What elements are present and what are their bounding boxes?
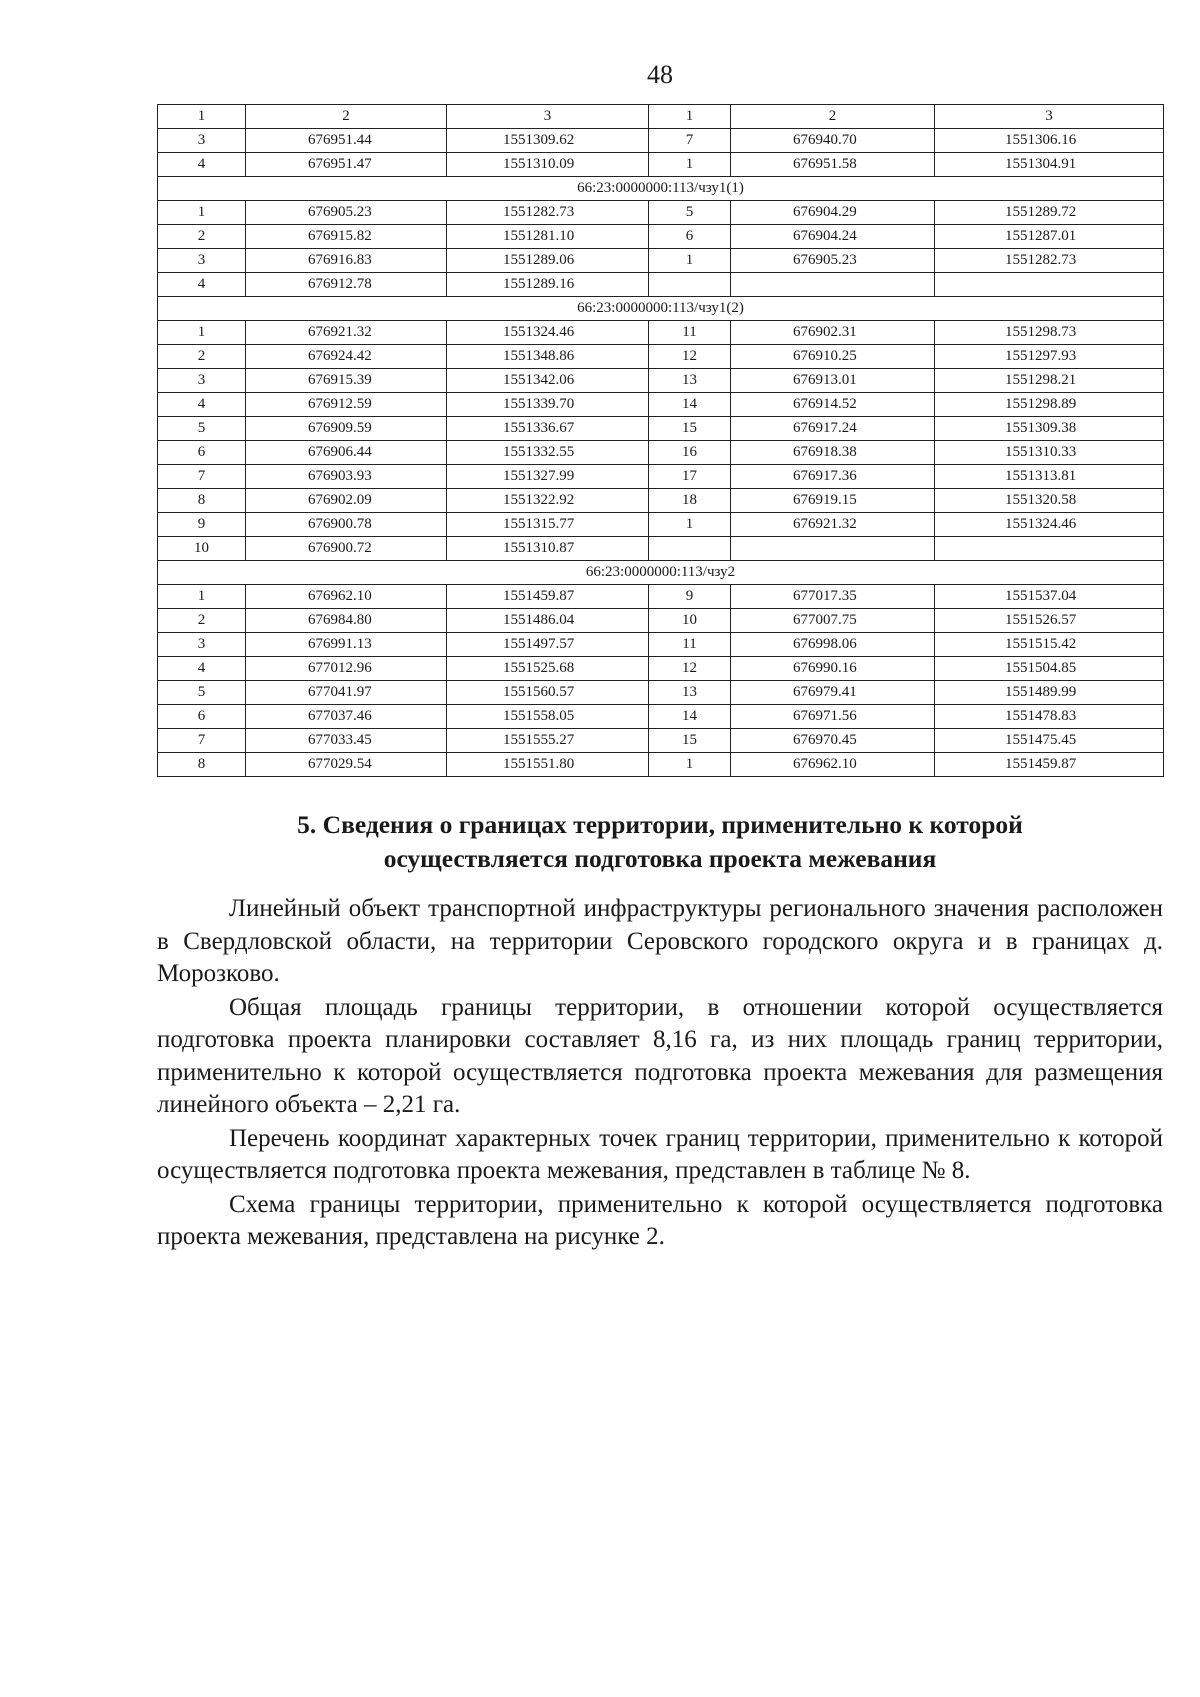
table-cell: 14 — [649, 705, 731, 729]
paragraph: Схема границы территории, применительно к которой осуществляется подготовка проекта межевания, представлена на рисунке 2. — [157, 1190, 1163, 1250]
table-cell: 1551515.42 — [935, 633, 1164, 657]
paragraph: Линейный объект транспортной инфраструктуры регионального значения расположен в Свердловской области, на территории Серовского городского округа и в границах д. Морозково. — [157, 895, 1163, 987]
table-cell: 5 — [649, 201, 731, 225]
table-cell: 1551289.06 — [447, 249, 649, 273]
table-cell: 676915.39 — [246, 369, 447, 393]
table-row — [158, 465, 1164, 489]
table-cell: 1551339.70 — [447, 393, 649, 417]
table-cell: 676971.56 — [731, 705, 935, 729]
table-cell: 677041.97 — [246, 681, 447, 705]
table-cell: 676924.42 — [246, 345, 447, 369]
table-row — [158, 321, 1164, 345]
table-row — [158, 513, 1164, 537]
table-cell: 1551475.45 — [935, 729, 1164, 753]
table-cell: 1551327.99 — [447, 465, 649, 489]
table-cell: 676915.82 — [246, 225, 447, 249]
table-cell: 1551525.68 — [447, 657, 649, 681]
table-group-row — [158, 297, 1164, 321]
table-cell: 9 — [649, 585, 731, 609]
table-cell: 1551281.10 — [447, 225, 649, 249]
table-row — [158, 705, 1164, 729]
table-cell: 1551560.57 — [447, 681, 649, 705]
table-row — [158, 609, 1164, 633]
table-cell: 2 — [158, 225, 246, 249]
table-cell: 1551320.58 — [935, 489, 1164, 513]
table-cell: 13 — [649, 369, 731, 393]
table-cell: 1551504.85 — [935, 657, 1164, 681]
table-cell: 12 — [649, 657, 731, 681]
table-cell: 14 — [649, 393, 731, 417]
table-cell: 676918.38 — [731, 441, 935, 465]
table-cell: 7 — [158, 729, 246, 753]
coordinates-table — [157, 104, 1164, 777]
table-cell: 3 — [158, 129, 246, 153]
table-row — [158, 729, 1164, 753]
paragraph: Перечень координат характерных точек границ территории, применительно к которой осуществляется подготовка проекта межевания, представлен в таблице № 8. — [157, 1124, 1163, 1184]
table-cell: 677029.54 — [246, 753, 447, 777]
table-cell — [649, 273, 731, 297]
table-cell: 1551558.05 — [447, 705, 649, 729]
table-cell: 1551309.62 — [447, 129, 649, 153]
table-cell: 1551315.77 — [447, 513, 649, 537]
table-row — [158, 633, 1164, 657]
table-cell — [731, 537, 935, 561]
table-cell: 1551459.87 — [935, 753, 1164, 777]
table-cell: 3 — [158, 633, 246, 657]
table-cell: 1551486.04 — [447, 609, 649, 633]
table-cell: 1551287.01 — [935, 225, 1164, 249]
table-cell: 2 — [158, 609, 246, 633]
table-cell: 676905.23 — [731, 249, 935, 273]
table-cell: 5 — [158, 417, 246, 441]
table-cell: 1551342.06 — [447, 369, 649, 393]
table-cell: 6 — [649, 225, 731, 249]
table-cell: 10 — [158, 537, 246, 561]
table-cell: 1551332.55 — [447, 441, 649, 465]
table-cell: 1551526.57 — [935, 609, 1164, 633]
table-cell: 676909.59 — [246, 417, 447, 441]
table-cell: 1551459.87 — [447, 585, 649, 609]
table-cell: 676921.32 — [246, 321, 447, 345]
table-cell — [935, 273, 1164, 297]
table-cell: 676921.32 — [731, 513, 935, 537]
group-label: 66:23:0000000:113/чзу1(1) — [158, 177, 1164, 201]
table-cell: 4 — [158, 657, 246, 681]
table-cell: 676970.45 — [731, 729, 935, 753]
table-cell: 12 — [649, 345, 731, 369]
table-cell: 8 — [158, 753, 246, 777]
table-cell: 4 — [158, 393, 246, 417]
table-cell: 1 — [649, 753, 731, 777]
table-cell: 6 — [158, 441, 246, 465]
table-cell: 1551289.16 — [447, 273, 649, 297]
table-row — [158, 417, 1164, 441]
paragraph: Общая площадь границы территории, в отношении которой осуществляется подготовка проекта планировки составляет 8,16 га, из них площадь границ территории, применительно к которой осуществляется подготовка проекта межевания для размещения линейного объекта – 2,21 га. — [157, 993, 1163, 1118]
table-cell: 676940.70 — [731, 129, 935, 153]
section-title-line: 5. Сведения о границах территории, применительно к которой — [297, 810, 1023, 839]
table-cell: 677037.46 — [246, 705, 447, 729]
table-cell: 677033.45 — [246, 729, 447, 753]
table-cell — [649, 537, 731, 561]
table-cell: 1551313.81 — [935, 465, 1164, 489]
table-cell: 676917.24 — [731, 417, 935, 441]
table-cell: 4 — [158, 273, 246, 297]
table-cell: 11 — [649, 321, 731, 345]
table-cell: 1551478.83 — [935, 705, 1164, 729]
table-cell: 676951.47 — [246, 153, 447, 177]
table-row — [158, 537, 1164, 561]
table-cell: 676900.72 — [246, 537, 447, 561]
table-row — [158, 585, 1164, 609]
table-group-row — [158, 561, 1164, 585]
table-cell: 10 — [649, 609, 731, 633]
table-cell: 5 — [158, 681, 246, 705]
table-row — [158, 249, 1164, 273]
table-row — [158, 201, 1164, 225]
table-row — [158, 489, 1164, 513]
table-cell: 1551309.38 — [935, 417, 1164, 441]
table-row — [158, 273, 1164, 297]
table-cell: 1 — [158, 201, 246, 225]
table-cell: 18 — [649, 489, 731, 513]
table-cell: 676913.01 — [731, 369, 935, 393]
table-cell: 676904.29 — [731, 201, 935, 225]
table-cell: 1551497.57 — [447, 633, 649, 657]
table-cell: 1551306.16 — [935, 129, 1164, 153]
table-cell: 1 — [649, 513, 731, 537]
table-header-row — [158, 105, 1164, 129]
table-cell: 676998.06 — [731, 633, 935, 657]
table-cell: 1551310.87 — [447, 537, 649, 561]
table-cell: 3 — [158, 369, 246, 393]
table-cell: 1551289.72 — [935, 201, 1164, 225]
group-label: 66:23:0000000:113/чзу1(2) — [158, 297, 1164, 321]
table-cell: 676903.93 — [246, 465, 447, 489]
table-cell: 16 — [649, 441, 731, 465]
page-number: 48 — [647, 60, 673, 89]
table-cell: 1551282.73 — [935, 249, 1164, 273]
header-cell: 2 — [731, 105, 935, 129]
table-cell: 15 — [649, 729, 731, 753]
section-title-line: осуществляется подготовка проекта межевания — [383, 844, 937, 873]
table-row — [158, 153, 1164, 177]
table-cell: 676904.24 — [731, 225, 935, 249]
table-cell: 1551324.46 — [447, 321, 649, 345]
table-cell: 676979.41 — [731, 681, 935, 705]
table-cell: 1 — [158, 321, 246, 345]
table-cell: 7 — [158, 465, 246, 489]
table-cell — [935, 537, 1164, 561]
table-cell: 676902.31 — [731, 321, 935, 345]
table-row — [158, 393, 1164, 417]
table-cell: 1551298.73 — [935, 321, 1164, 345]
table-cell: 1551348.86 — [447, 345, 649, 369]
table-cell: 676990.16 — [731, 657, 935, 681]
table-group-row — [158, 177, 1164, 201]
table-cell: 676906.44 — [246, 441, 447, 465]
table-cell: 676991.13 — [246, 633, 447, 657]
table-cell: 1551336.67 — [447, 417, 649, 441]
table-cell: 676962.10 — [246, 585, 447, 609]
table-cell: 4 — [158, 153, 246, 177]
header-cell: 3 — [935, 105, 1164, 129]
section-body — [157, 893, 1163, 1255]
table-cell: 1551310.09 — [447, 153, 649, 177]
table-cell: 1551489.99 — [935, 681, 1164, 705]
table-cell: 676902.09 — [246, 489, 447, 513]
table-cell: 6 — [158, 705, 246, 729]
table-row — [158, 225, 1164, 249]
table-cell: 1551310.33 — [935, 441, 1164, 465]
table-cell: 1551304.91 — [935, 153, 1164, 177]
table-cell: 1551537.04 — [935, 585, 1164, 609]
table-row — [158, 129, 1164, 153]
table-cell: 676905.23 — [246, 201, 447, 225]
table-cell: 677007.75 — [731, 609, 935, 633]
table-cell: 677017.35 — [731, 585, 935, 609]
table-row — [158, 345, 1164, 369]
table-cell: 8 — [158, 489, 246, 513]
table-cell: 1 — [649, 249, 731, 273]
table-cell: 1551322.92 — [447, 489, 649, 513]
table-cell: 677012.96 — [246, 657, 447, 681]
table-cell: 1551298.21 — [935, 369, 1164, 393]
table-body — [158, 129, 1164, 777]
table-row — [158, 753, 1164, 777]
table-cell: 676917.36 — [731, 465, 935, 489]
table-cell: 676912.59 — [246, 393, 447, 417]
group-label: 66:23:0000000:113/чзу2 — [158, 561, 1164, 585]
header-cell: 1 — [158, 105, 246, 129]
table-cell: 676914.52 — [731, 393, 935, 417]
table-cell: 1551298.89 — [935, 393, 1164, 417]
table-cell: 1551324.46 — [935, 513, 1164, 537]
table-cell: 676984.80 — [246, 609, 447, 633]
table-cell: 1 — [649, 153, 731, 177]
table-cell: 1551555.27 — [447, 729, 649, 753]
table-cell: 7 — [649, 129, 731, 153]
header-cell: 3 — [447, 105, 649, 129]
table-cell: 15 — [649, 417, 731, 441]
table-cell: 13 — [649, 681, 731, 705]
table-cell: 676910.25 — [731, 345, 935, 369]
table-cell — [731, 273, 935, 297]
table-cell: 17 — [649, 465, 731, 489]
table-cell: 2 — [158, 345, 246, 369]
table-cell: 676962.10 — [731, 753, 935, 777]
table-cell: 676951.58 — [731, 153, 935, 177]
table-cell: 3 — [158, 249, 246, 273]
table-cell: 676916.83 — [246, 249, 447, 273]
table-row — [158, 657, 1164, 681]
table-row — [158, 441, 1164, 465]
section-title — [157, 808, 1163, 876]
table-cell: 1551282.73 — [447, 201, 649, 225]
table-row — [158, 369, 1164, 393]
header-cell: 2 — [246, 105, 447, 129]
table-cell: 676951.44 — [246, 129, 447, 153]
table-cell: 11 — [649, 633, 731, 657]
table-cell: 676919.15 — [731, 489, 935, 513]
header-cell: 1 — [649, 105, 731, 129]
table-cell: 9 — [158, 513, 246, 537]
table-cell: 1551551.80 — [447, 753, 649, 777]
table-cell: 676900.78 — [246, 513, 447, 537]
table-cell: 1551297.93 — [935, 345, 1164, 369]
table-row — [158, 681, 1164, 705]
table-cell: 676912.78 — [246, 273, 447, 297]
table-cell: 1 — [158, 585, 246, 609]
